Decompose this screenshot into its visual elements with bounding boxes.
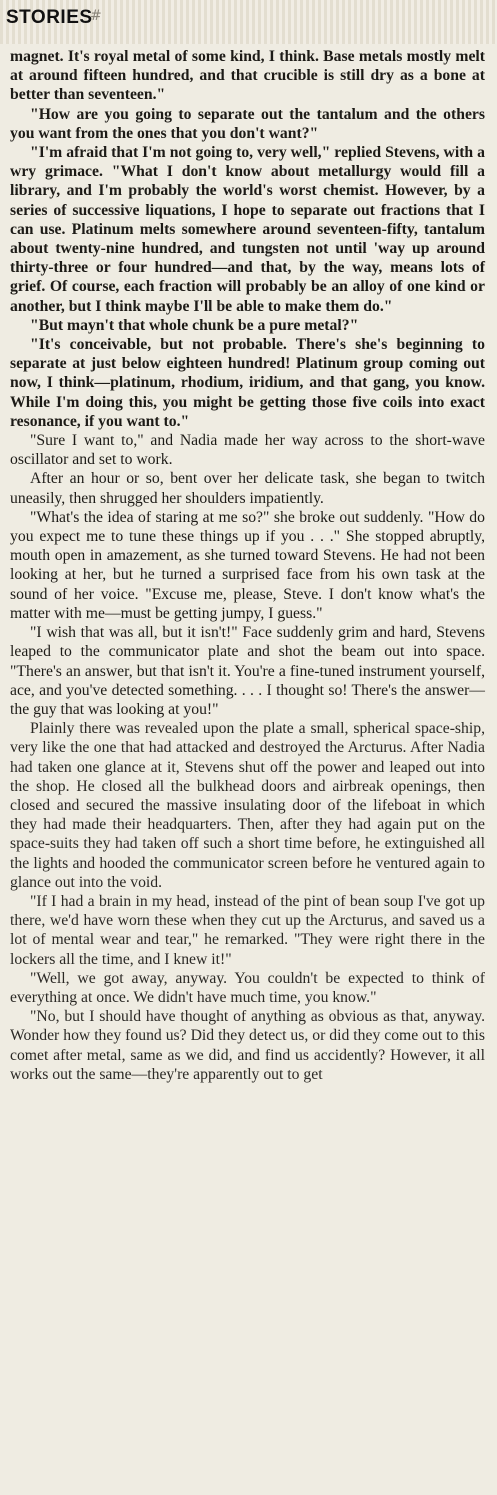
paragraph: "It's conceivable, but not probable. There's she's beginning to separate at just below eighteen hundred! Platinum group coming out now, I think—platinum, rhodium, iridium, and that gang, you know. While I'm doing this, you might be getting those five coils into exact resonance, if you want to.": [10, 336, 485, 430]
paragraph: "How are you going to separate out the tantalum and the others you want from the ones that you don't want?": [10, 105, 485, 142]
page-header: [0, 0, 497, 44]
hash-mark-icon: #: [90, 8, 102, 24]
paragraph: "But mayn't that whole chunk be a pure metal?": [30, 316, 359, 334]
section-title: STORIES: [6, 7, 93, 28]
paragraph: Plainly there was revealed upon the plate a small, spherical space-ship, very like the one that had attacked and destroyed the Arcturus. After Nadia had taken one glance at it, Stevens shut off the power and leaped out into the shop. He closed all the bulkhead doors and airbreak openings, then closed and secured the massive insulating door of the lifeboat in which they had made their headquarters. Then, after they had again put on the space-suits they had taken off such a short time before, he extinguished all the lights and hooded the communicator screen before he ventured again to glance out into the void.: [10, 720, 485, 891]
paragraph: "What's the idea of staring at me so?" she broke out suddenly. "How do you expect me to tune these things up if you . . ." She stopped abruptly, mouth open in amazement, as she turned toward Stevens. He had not been looking at her, but he turned a surprised face from his own task at the sound of her voice. "Excuse me, please, Steve. I don't know what's the matter with me—must be getting jumpy, I guess.": [10, 508, 485, 622]
paragraph: "Sure I want to," and Nadia made her way across to the short-wave oscillator and set to work.: [10, 432, 485, 469]
paragraph: "If I had a brain in my head, instead of the pint of bean soup I've got up there, we'd have worn these when they cut up the Arcturus, and saved us a lot of mental wear and tear," he remarked. "They were right there in the lockers all the time, and I knew it!": [10, 892, 485, 968]
paragraph: After an hour or so, bent over her delicate task, she began to twitch uneasily, then shrugged her shoulders impatiently.: [10, 470, 485, 507]
paragraph: "Well, we got away, anyway. You couldn't be expected to think of everything at once. We didn't have much time, you know.": [10, 969, 485, 1006]
paragraph: "I'm afraid that I'm not going to, very well," replied Stevens, with a wry grimace. "What I don't know about metallurgy would fill a library, and I'm probably the world's worst chemist. However, by a series of successive liquations, I hope to separate out fractions that I can use. Platinum melts somewhere around seventeen-fifty, tantalum about twenty-nine hundred, and tungsten not until 'way up around thirty-three or four hundred—and that, by the way, means lots of grief. Of course, each fraction will probably be an alloy of one kind or another, but I think maybe I'll be able to make them do.": [10, 144, 485, 315]
story-body: [10, 47, 485, 1084]
paragraph: "No, but I should have thought of anything as obvious as that, anyway. Wonder how they found us? Did they detect us, or did they come out to this comet after metal, same as we did, and find us accidently? However, it all works out the same—they're apparently out to get: [10, 1008, 485, 1083]
paragraph: magnet. It's royal metal of some kind, I think. Base metals mostly melt at around fifteen hundred, and that crucible is still dry as a bone at better than seventeen.": [10, 48, 485, 104]
paragraph: "I wish that was all, but it isn't!" Face suddenly grim and hard, Stevens leaped to the communicator plate and shot the beam out into space. "There's an answer, but that isn't it. You're a fine-tuned instrument yourself, ace, and you've detected something. . . . I thought so! There's the answer—the guy that was looking at you!": [10, 624, 485, 718]
